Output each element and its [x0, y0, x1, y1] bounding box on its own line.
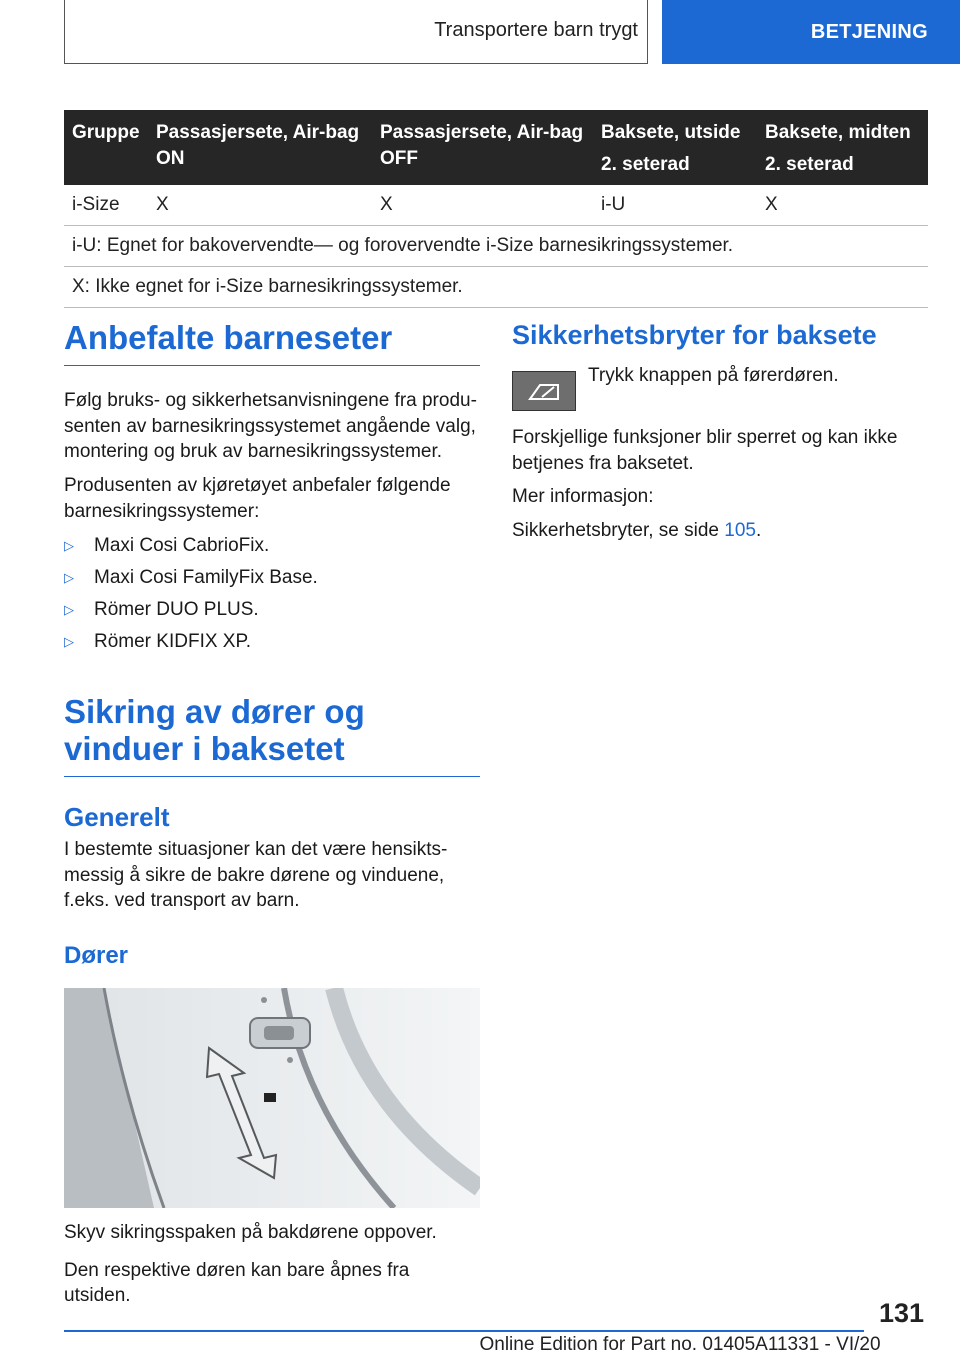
- list-item: ▷ Römer DUO PLUS.: [64, 599, 259, 621]
- paragraph: Mer informasjon:: [512, 486, 654, 508]
- photo-caption: Skyv sikringsspaken på bakdørene oppover.: [64, 1221, 437, 1243]
- table-header-cell: Baksete, utside 2. seterad: [593, 110, 757, 185]
- table-header-cell: Gruppe: [64, 110, 148, 185]
- table-header-cell: Passasjersete, Air-bag ON: [148, 110, 372, 185]
- table-note-row: [64, 226, 928, 267]
- table-cell: X: [148, 185, 372, 226]
- heading-doors: Dører: [64, 941, 129, 969]
- cross-reference: Sikkerhetsbryter, se side 105.: [512, 519, 762, 541]
- left-column: [64, 320, 480, 1309]
- heading-child-lock-switch: Sikkerhetsbryter for baksete: [512, 320, 877, 350]
- page-number: 131: [878, 1298, 924, 1328]
- heading-recommended-seats: Anbefalte barneseter: [64, 320, 480, 366]
- paragraph: Den respektive døren kan bare åpnes fra utsiden.: [64, 1259, 410, 1307]
- paragraph: Følg bruks- og sikkerhetsanvisningene fra produ-senten av barnesikringssystemet angående valg, montering og bruk av barnesikringssystemer.: [64, 389, 477, 463]
- table-header-cell: Baksete, midten 2. seterad: [757, 110, 928, 185]
- heading-securing-doors: Sikring av dører og vinduer i baksetet: [64, 694, 480, 777]
- heading-general: Generelt: [64, 802, 170, 833]
- list-item: ▷ Maxi Cosi FamilyFix Base.: [64, 567, 318, 589]
- table-cell: X: [757, 185, 928, 226]
- list-item: ▷ Römer KIDFIX XP.: [64, 631, 251, 653]
- paragraph: I bestemte situasjoner kan det være hensikts-messig å sikre de bakre dørene og vinduene, f.eks. ved transport av barn.: [64, 838, 448, 912]
- header-section-title: Transportere barn trygt: [434, 18, 638, 41]
- group-table: [64, 110, 928, 308]
- child-lock-button-icon: [512, 371, 576, 411]
- table-note: i-U: Egnet for bakovervendte— og forovervendte i-Size barnesikringssystemer.: [64, 226, 928, 267]
- triangle-bullet-icon: ▷: [64, 538, 74, 554]
- button-instruction-text: Trykk knappen på førerdøren.: [588, 365, 839, 387]
- footer-divider: [64, 1330, 864, 1332]
- header-chapter-tab[interactable]: BETJENING: [662, 0, 960, 64]
- paragraph: Produsenten av kjøretøyet anbefaler følgende barnesikringssystemer:: [64, 474, 451, 522]
- table-note: X: Ikke egnet for i-Size barnesikringssystemer.: [64, 267, 928, 308]
- paragraph: Forskjellige funksjoner blir sperret og kan ikke betjenes fra baksetet.: [512, 427, 898, 474]
- triangle-bullet-icon: ▷: [64, 570, 74, 586]
- list-item: ▷ Maxi Cosi CabrioFix.: [64, 535, 270, 557]
- table-cell: X: [372, 185, 593, 226]
- button-instruction: [512, 363, 928, 411]
- seat-list: [64, 530, 480, 658]
- page-link[interactable]: 105: [724, 519, 756, 541]
- table-cell: i-Size: [64, 185, 148, 226]
- table-note-row: [64, 267, 928, 308]
- table-cell: i-U: [593, 185, 757, 226]
- table-header-cell: Passasjersete, Air-bag OFF: [372, 110, 593, 185]
- table-header-row: [64, 110, 928, 185]
- door-lock-photo: [64, 988, 480, 1208]
- footer-edition: Online Edition for Part no. 01405A11331 - VI/20: [479, 1334, 881, 1355]
- right-column: [512, 320, 928, 544]
- table-row: [64, 185, 928, 226]
- triangle-bullet-icon: ▷: [64, 634, 74, 650]
- triangle-bullet-icon: ▷: [64, 602, 74, 618]
